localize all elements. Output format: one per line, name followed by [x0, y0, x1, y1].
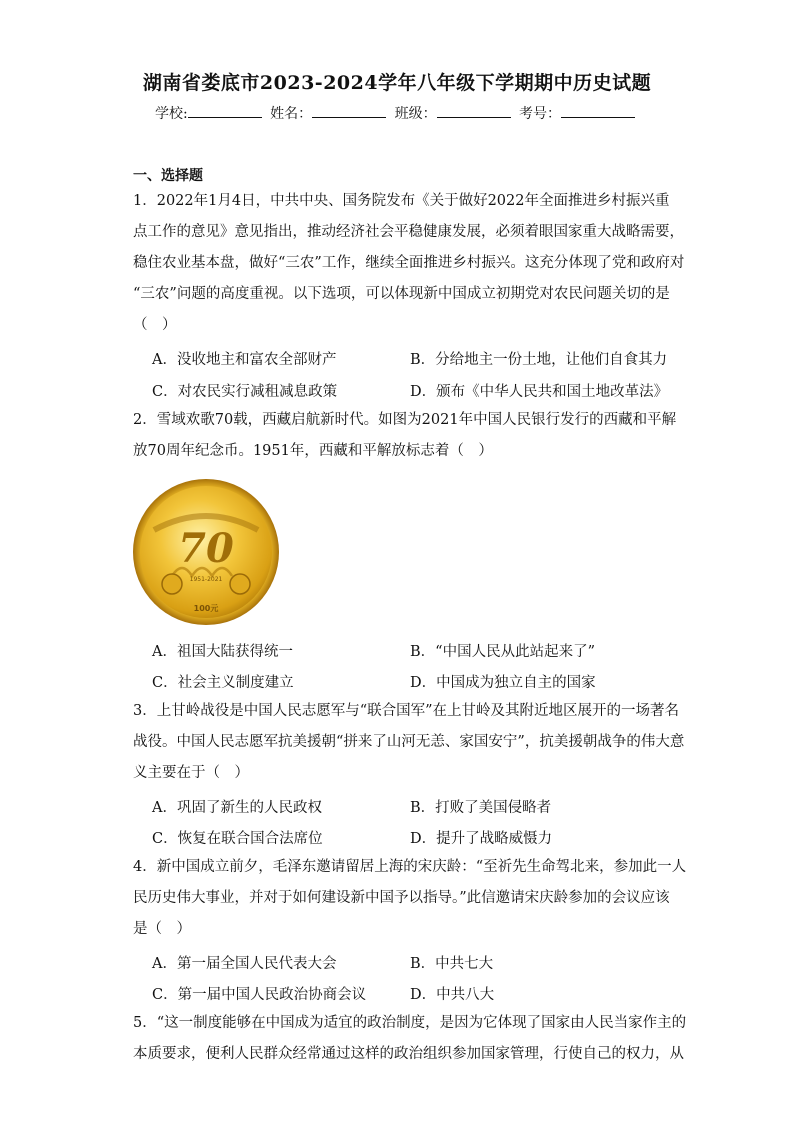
class-blank[interactable] [437, 103, 511, 118]
name-label: 姓名： [270, 106, 313, 122]
coin-years: 1951-2021 [189, 576, 223, 583]
question-line: 2．雪域欢歌70载，西藏启航新时代。如图为2021年中国人民银行发行的西藏和平解 [133, 412, 677, 428]
q4-option-c[interactable]: C．第一届中国人民政治协商会议 [152, 987, 367, 1003]
question-2-stem [133, 405, 677, 467]
coin-numeral: 70 [178, 525, 234, 572]
school-label: 学校: [154, 106, 188, 122]
q2-option-a[interactable]: A．祖国大陆获得统一 [152, 644, 293, 660]
q3-option-a[interactable]: A．巩固了新生的人民政权 [152, 800, 322, 816]
question-line: 3．上甘岭战役是中国人民志愿军与“联合国军”在上甘岭及其附近地区展开的一场著名 [133, 703, 680, 719]
question-3-stem [133, 696, 685, 789]
question-line: 放70周年纪念币。1951年，西藏和平解放标志着（ ） [133, 443, 493, 459]
q1-option-b[interactable]: B．分给地主一份土地，让他们自食其力 [410, 352, 668, 368]
coin-flower-left [162, 574, 182, 594]
question-line: 1．2022年1月4日，中共中央、国务院发布《关于做好2022年全面推进乡村振兴重 [133, 193, 670, 209]
section-heading: 一、选择题 [133, 168, 203, 184]
question-line: （ ） [133, 317, 177, 333]
q2-option-b[interactable]: B．“中国人民从此站起来了” [410, 644, 595, 660]
coin-denomination: 100元 [193, 604, 219, 613]
question-line: 本质要求，便利人民群众经常通过这样的政治组织参加国家管理，行使自己的权力，从 [133, 1046, 684, 1062]
question-line: 战役。中国人民志愿军抗美援朝“拼来了山河无恙、家国安宁”，抗美援朝战争的伟大意 [133, 734, 685, 750]
question-1-stem [133, 186, 685, 341]
question-line: “三农”问题的高度重视。以下选项，可以体现新中国成立初期党对农民问题关切的是 [133, 286, 670, 302]
q4-option-b[interactable]: B．中共七大 [410, 956, 494, 972]
q1-option-c[interactable]: C．对农民实行减租减息政策 [152, 384, 338, 400]
question-line: 是（ ） [133, 921, 191, 937]
commemorative-coin-image [132, 478, 280, 626]
q4-option-a[interactable]: A．第一届全国人民代表大会 [152, 956, 337, 972]
q2-option-c[interactable]: C．社会主义制度建立 [152, 675, 294, 691]
question-line: 义主要在于（ ） [133, 765, 249, 781]
question-4-stem [133, 852, 687, 945]
q1-option-a[interactable]: A．没收地主和富农全部财产 [152, 352, 337, 368]
q4-option-d[interactable]: D．中共八大 [410, 987, 495, 1003]
question-line: 民历史伟大事业，并对于如何建设新中国予以指导。”此信邀请宋庆龄参加的会议应该 [133, 890, 670, 906]
coin-flower-right [230, 574, 250, 594]
school-blank[interactable] [188, 103, 262, 118]
question-line: 点工作的意见》意见指出，推动经济社会平稳健康发展，必须着眼国家重大战略需要， [133, 224, 684, 240]
question-line: 稳住农业基本盘，做好“三农”工作，继续全面推进乡村振兴。这充分体现了党和政府对 [133, 255, 685, 271]
name-blank[interactable] [312, 103, 386, 118]
q1-option-d[interactable]: D．颁布《中华人民共和国土地改革法》 [410, 384, 669, 400]
q3-option-b[interactable]: B．打败了美国侵略者 [410, 800, 552, 816]
class-label: 班级： [394, 106, 437, 122]
question-line: 4．新中国成立前夕，毛泽东邀请留居上海的宋庆龄：“至祈先生命驾北来，参加此一人 [133, 859, 687, 875]
page-title: 湖南省娄底市2023-2024学年八年级下学期期中历史试题 [142, 72, 652, 94]
question-line: 5．“这一制度能够在中国成为适宜的政治制度，是因为它体现了国家由人民当家作主的 [133, 1015, 687, 1031]
q3-option-c[interactable]: C．恢复在联合国合法席位 [152, 831, 323, 847]
number-label: 考号： [519, 106, 562, 122]
q3-option-d[interactable]: D．提升了战略威慑力 [410, 831, 553, 847]
student-info-row [0, 103, 794, 123]
q2-option-d[interactable]: D．中国成为独立自主的国家 [410, 675, 596, 691]
number-blank[interactable] [561, 103, 635, 118]
question-5-stem [133, 1008, 687, 1070]
